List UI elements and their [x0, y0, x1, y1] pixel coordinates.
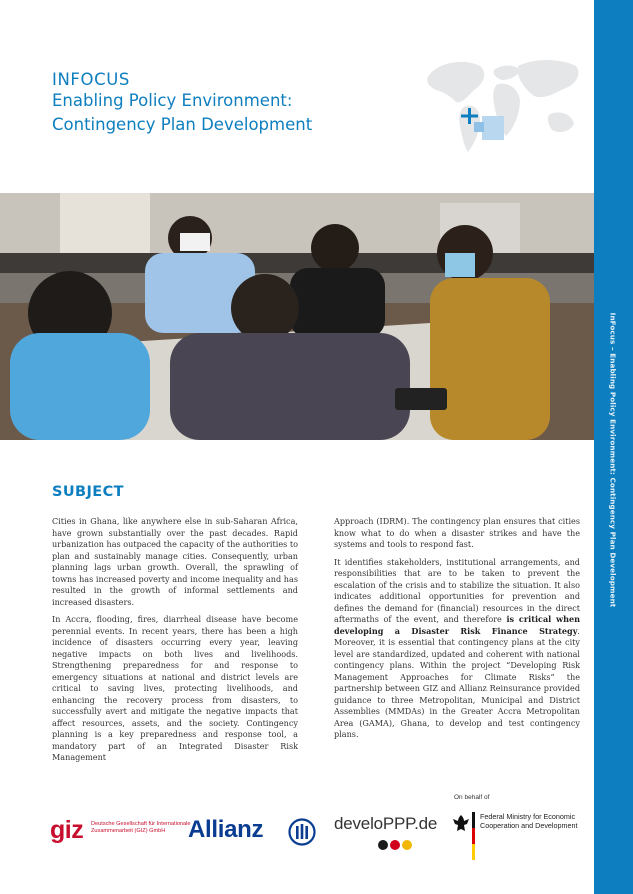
text-column-right	[334, 516, 580, 747]
giz-logo-mark: giz	[50, 816, 84, 844]
developpp-wordmark: develoPPP.de	[334, 814, 438, 833]
on-behalf-label: On behalf of	[454, 794, 490, 801]
side-band-text: InFocus – Enabling Policy Environment: Contingency Plan Development	[608, 312, 618, 608]
paragraph: Approach (IDRM). The contingency plan ensures that cities know what to do when a disaster strikes and have the systems and tools to respond fast.	[334, 516, 580, 549]
title-line-2: Contingency Plan Development	[52, 115, 313, 134]
allianz-wordmark: Allianz	[188, 816, 264, 843]
title-line-1: Enabling Policy Environment:	[52, 91, 293, 110]
german-flag-stripe-icon	[472, 812, 475, 860]
paragraph	[334, 557, 580, 741]
world-map-with-plus-icon	[410, 44, 588, 166]
header	[52, 70, 312, 137]
developpp-dots-icon	[377, 839, 423, 851]
allianz-eagle-icon	[288, 818, 316, 846]
giz-logo-text: Deutsche Gesellschaft für Internationale Zusammenarbeit (GIZ) GmbH	[91, 821, 191, 834]
paragraph: In Accra, flooding, fires, diarrheal disease have become perennial events. In recent years, there has been a high incidence of disasters occurring every year, leaving negative impacts on both lives and livelihoods. Strengthening preparedness for and response to emergency situations at national and district levels are critical to saving lives, protecting livelihoods, and enhancing the recovery process from disasters, to successfully avert and mitigate the negative impacts that affect resources, assets, and the society. Contingency planning is a key preparedness and response tool, a mandatory part of an Integrated Disaster Risk Management	[52, 614, 298, 762]
allianz-logo	[188, 816, 318, 852]
paragraph: Cities in Ghana, like anywhere else in sub-Saharan Africa, have grown substantially over the past decades. Rapid urbanization has outpaced the capacity of the authorities to plan and sustainably manage cities. Consequently, urban planning lags urban growth. Overall, the sprawling of towns has increased poverty and income inequality and has resulted in the growth of informal settlements and increased disasters.	[52, 516, 298, 607]
paragraph-text: It identifies stakeholders, institutional arrangements, and responsibilities that are to be taken to prevent the escalation of the crisis and to stabilize the situation. It also indicates additional opportunities for prevention and defines the demand for (financial) resources in the direct aftermaths of the event, and therefore	[334, 556, 580, 624]
subject-heading: SUBJECT	[52, 484, 124, 500]
workshop-photo	[0, 193, 594, 440]
developpp-logo	[334, 814, 444, 854]
paragraph-emphasis: is critical when developing a Disaster Risk Finance Strategy	[334, 614, 580, 636]
bmz-logo	[452, 810, 592, 866]
bmz-text: Federal Ministry for Economic Cooperation and Development	[480, 812, 578, 830]
paragraph-text: . Moreover, it is essential that contingency plans at the city level are standardized, updated and coherent with national contingency plans. Within the project “Developing Risk Management Approaches for Climate Risks” the partnership between GIZ and Allianz Reinsurance provided guidance to three Metropolitan, Municipal and District Assemblies (MMDAs) in the Greater Accra Metropolitan Area (GAMA), Ghana, to develop and test contingency plans.	[334, 625, 580, 739]
federal-eagle-icon	[452, 814, 470, 834]
kicker: INFOCUS	[52, 70, 130, 89]
giz-logo	[50, 816, 191, 850]
text-column-left	[52, 516, 298, 770]
